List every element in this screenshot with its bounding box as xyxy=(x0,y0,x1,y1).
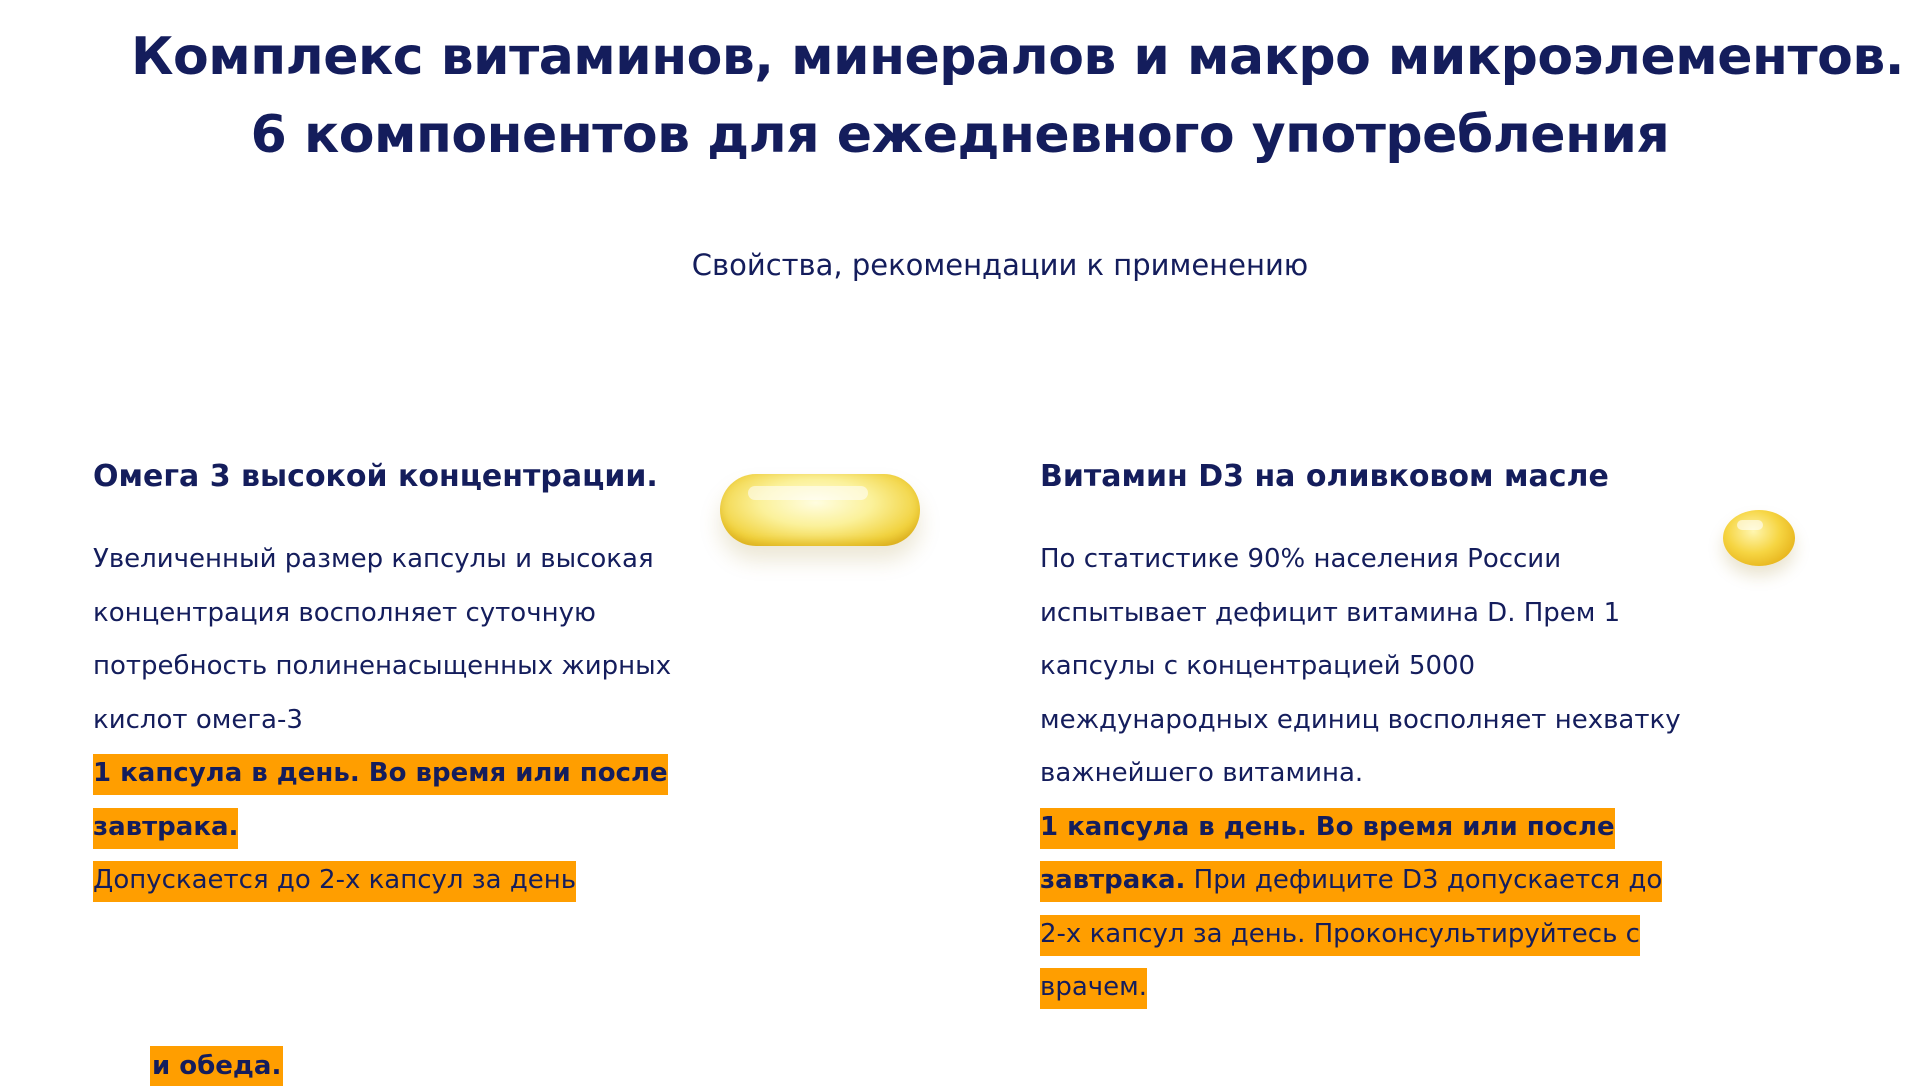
dosage-highlight xyxy=(1040,808,1662,1010)
page-title-line-2: 6 компонентов для ежедневного употребления xyxy=(250,105,1670,165)
product-description: Увеличенный размер капсулы и высокая концентрация восполняет суточную потребность полиненасыщенных жирных кислот омега-3 xyxy=(93,544,672,735)
page-subtitle: Свойства, рекомендации к применению xyxy=(691,248,1309,282)
page-title xyxy=(0,18,1920,174)
page-title-line-1: Комплекс витаминов, минералов и макро микроэлементов. xyxy=(131,27,1904,87)
product-body xyxy=(1040,533,1690,1015)
vitamin-d3-capsule-image xyxy=(1723,510,1795,566)
dosage-bold: 1 капсула в день. Во время или после завтрака. xyxy=(93,758,668,842)
product-body xyxy=(93,533,713,908)
dosage-note: При дефиците D3 допускается до 2-х капсул за день. Проконсультируйтесь с врачем. xyxy=(1040,865,1663,1002)
product-description: По статистике 90% населения России испытывает дефицит витамина D. Прем 1 капсулы с концентрацией 5000 международных единиц восполняет нехватку важнейшего витамина. xyxy=(1040,544,1681,788)
dosage-bold: 1 капсула в день. Во время или после завтрака. xyxy=(1040,811,1615,895)
dosage-note: Допускается до 2-х капсул за день xyxy=(93,865,577,895)
product-card-vitamin-d3 xyxy=(1040,455,1690,1015)
product-card-omega-3 xyxy=(93,455,713,908)
partial-dosage-fragment: и обеда. xyxy=(150,1046,283,1086)
product-title: Витамин D3 на оливковом масле xyxy=(1040,459,1609,494)
omega-3-capsule-image xyxy=(720,474,920,546)
product-title: Омега 3 высокой концентрации. xyxy=(93,459,658,494)
dosage-highlight xyxy=(93,754,668,902)
